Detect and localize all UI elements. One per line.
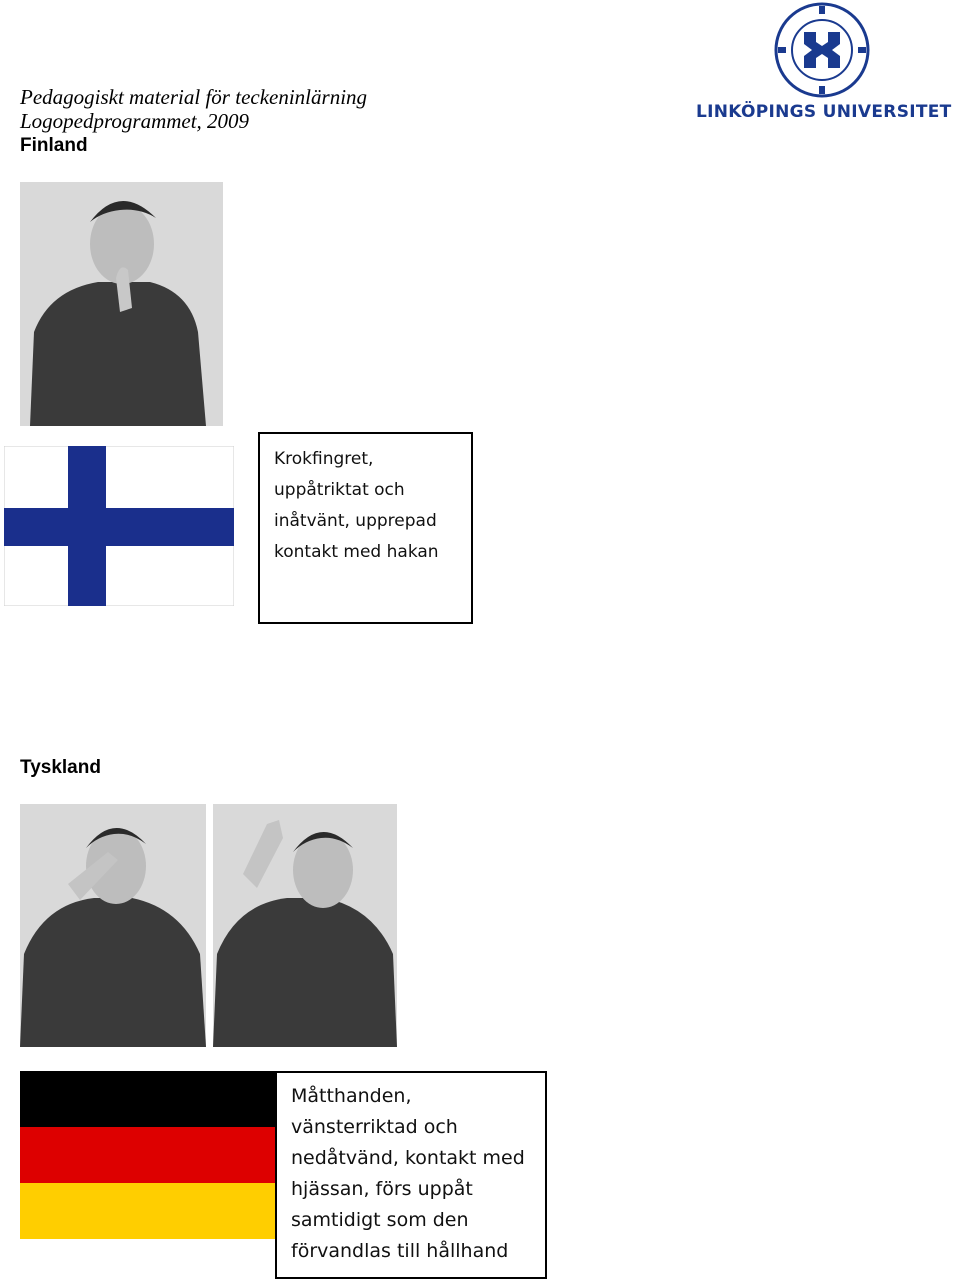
description-line: samtidigt som den: [291, 1209, 469, 1231]
finland-flag: [4, 446, 234, 606]
description-line: nedåtvänd, kontakt med: [291, 1147, 525, 1169]
description-line: hjässan, förs uppåt: [291, 1178, 473, 1200]
description-line: förvandlas till hållhand: [291, 1240, 509, 1262]
description-line: Måtthanden,: [291, 1085, 412, 1107]
person-signing-photo: [20, 804, 206, 1047]
sign-description-tyskland: [275, 1071, 547, 1279]
description-line: Krokfingret,: [274, 449, 374, 469]
person-signing-photo: [213, 804, 397, 1047]
description-line: vänsterriktad och: [291, 1116, 458, 1138]
germany-flag: [20, 1071, 276, 1239]
description-line: uppåtriktat och: [274, 480, 405, 500]
description-line: kontakt med hakan: [274, 542, 439, 562]
university-seal-logo: [774, 2, 870, 98]
section-title-finland: Finland: [20, 135, 88, 156]
person-signing-photo: [20, 182, 223, 426]
header-course-title: Pedagogiskt material för teckeninlärning: [20, 85, 368, 109]
university-logo-wordmark: LINKÖPINGS UNIVERSITET: [696, 102, 952, 122]
sign-description-finland: [258, 432, 473, 624]
description-line: inåtvänt, upprepad: [274, 511, 437, 531]
header-program-year: Logopedprogrammet, 2009: [20, 109, 250, 133]
section-title-tyskland: Tyskland: [20, 757, 101, 778]
